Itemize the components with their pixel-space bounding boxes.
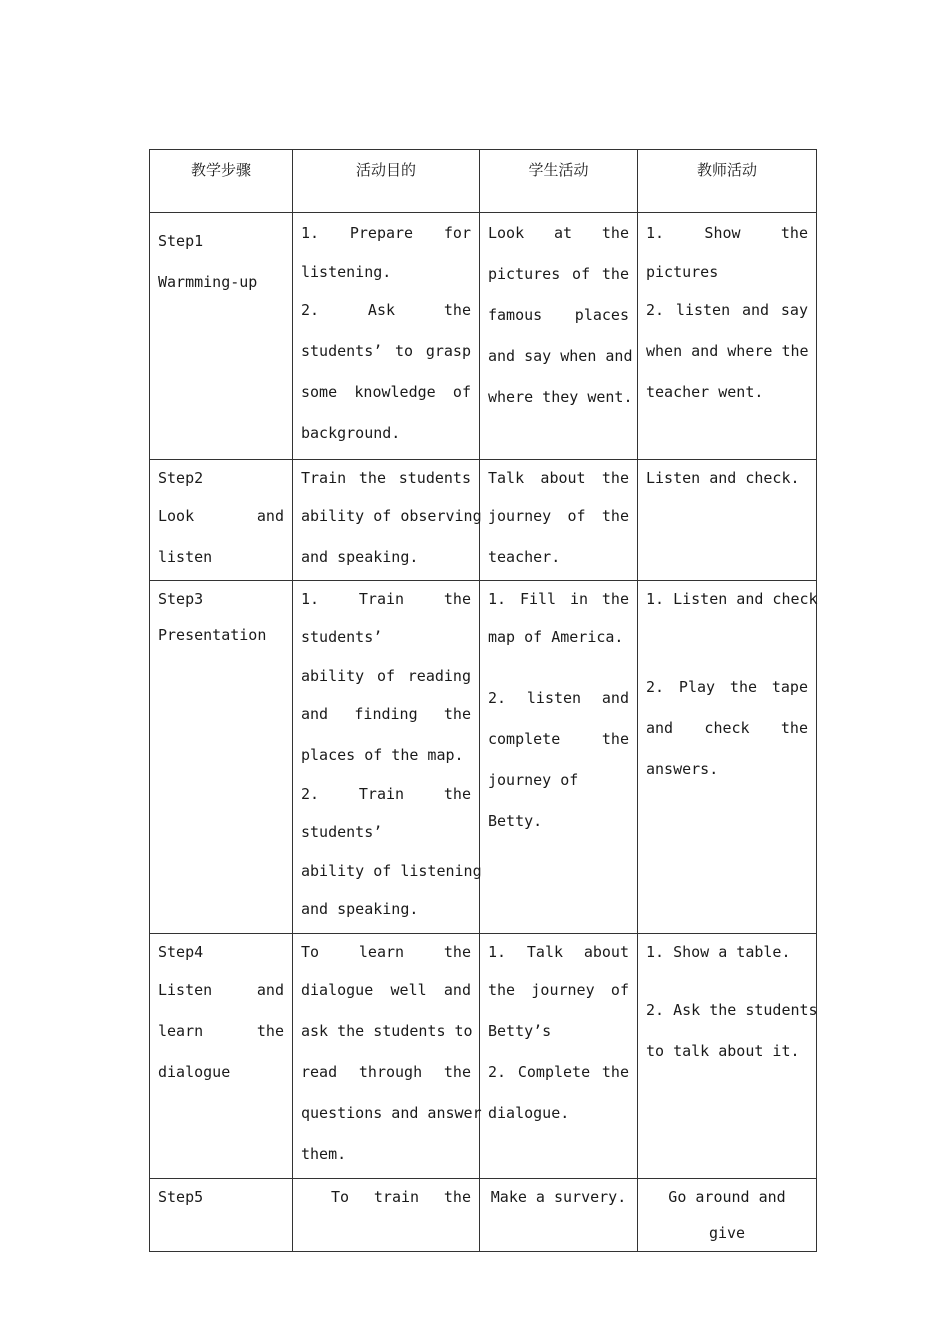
teacher-line: to talk about it.: [646, 1042, 800, 1060]
step-line: Warmming-up: [158, 273, 258, 291]
purpose-line: questions and answer: [301, 1104, 482, 1122]
purpose-cell: [293, 934, 480, 1179]
teacher-line: teacher went.: [646, 383, 764, 401]
teacher-cell: [638, 460, 817, 581]
purpose-line: students’ to grasp: [301, 342, 471, 360]
step-line: Step5: [158, 1188, 204, 1206]
student-line: Talk about the: [488, 469, 629, 487]
purpose-line: 1. Prepare for: [301, 224, 471, 242]
header-activity-purpose: 活动目的: [293, 150, 480, 213]
teacher-cell: [638, 581, 817, 934]
purpose-line: 2. Train the: [301, 785, 471, 803]
table-row-step4: [150, 934, 817, 1179]
student-line: journey of: [488, 771, 579, 789]
header-student-activity: 学生活动: [480, 150, 638, 213]
student-line: teacher.: [488, 548, 561, 566]
student-cell: [480, 1179, 638, 1252]
purpose-line: 2. Ask the: [301, 301, 471, 319]
step-line: Step1: [158, 232, 204, 250]
purpose-line: and speaking.: [301, 548, 419, 566]
student-line: Betty.: [488, 812, 543, 830]
table-row-step1: [150, 213, 817, 460]
teacher-line: 2. listen and say: [646, 301, 808, 319]
purpose-line: students’: [301, 628, 383, 646]
spacer: [488, 658, 629, 678]
purpose-line: ability of observing: [301, 507, 482, 525]
purpose-line: and speaking.: [301, 900, 419, 918]
teacher-cell: [638, 1179, 817, 1252]
purpose-cell: [293, 1179, 480, 1252]
table-row-step3: [150, 581, 817, 934]
student-line: journey of the: [488, 507, 629, 525]
teacher-line: and check the: [646, 719, 808, 737]
purpose-line: ability of reading: [301, 667, 471, 685]
student-cell: [480, 460, 638, 581]
purpose-cell: [293, 581, 480, 934]
student-cell: [480, 934, 638, 1179]
teacher-line: 1. Show a table.: [646, 943, 791, 961]
purpose-line: Train the students: [301, 469, 471, 487]
purpose-line: ability of listening: [301, 862, 482, 880]
teacher-line: Go around and give: [668, 1188, 786, 1242]
student-line: 1. Talk about: [488, 943, 629, 961]
teacher-line: when and where the: [646, 342, 809, 360]
student-line: 2. listen and: [488, 689, 629, 707]
step-cell: [150, 1179, 293, 1252]
student-line: map of America.: [488, 628, 624, 646]
teacher-line: pictures: [646, 263, 719, 281]
step-cell: [150, 934, 293, 1179]
table-header-row: [150, 150, 817, 213]
purpose-line: some knowledge of: [301, 383, 471, 401]
header-teaching-step: 教学步骤: [150, 150, 293, 213]
teacher-line: 1. Listen and check: [646, 590, 818, 608]
step-line: Presentation: [158, 626, 267, 644]
purpose-line: To learn the: [301, 943, 471, 961]
step-line: Step4: [158, 943, 204, 961]
purpose-cell: [293, 460, 480, 581]
step-line: dialogue: [158, 1063, 231, 1081]
purpose-line: 1. Train the: [301, 590, 471, 608]
student-cell: [480, 213, 638, 460]
purpose-line: dialogue well and: [301, 981, 471, 999]
step-cell: [150, 460, 293, 581]
spacer: [646, 617, 808, 667]
lesson-plan-table: [149, 149, 817, 1252]
step-cell: [150, 213, 293, 460]
purpose-line: students’: [301, 823, 383, 841]
purpose-line: listening.: [301, 263, 392, 281]
table-row-step5: [150, 1179, 817, 1252]
teacher-cell: [638, 213, 817, 460]
step-line: learn the: [158, 1022, 284, 1040]
header-teacher-activity: 教师活动: [638, 150, 817, 213]
student-line: 1. Fill in the: [488, 590, 629, 608]
step-line: Look and: [158, 507, 284, 525]
student-line: where they went.: [488, 388, 633, 406]
student-line: famous places: [488, 306, 629, 324]
spacer: [646, 970, 808, 990]
purpose-line: background.: [301, 424, 401, 442]
student-line: the journey of: [488, 981, 629, 999]
table-row-step2: [150, 460, 817, 581]
step-line: Step2: [158, 469, 204, 487]
purpose-line: them.: [301, 1145, 347, 1163]
purpose-line: places of the map.: [301, 746, 464, 764]
student-line: pictures of the: [488, 265, 629, 283]
student-line: Betty’s: [488, 1022, 552, 1040]
student-line: Make a survery.: [490, 1188, 627, 1206]
purpose-line: To train the: [331, 1188, 471, 1206]
teacher-cell: [638, 934, 817, 1179]
student-cell: [480, 581, 638, 934]
teacher-line: 1. Show the: [646, 224, 808, 242]
step-line: Step3: [158, 590, 204, 608]
student-line: 2. Complete the: [488, 1063, 629, 1081]
purpose-cell: [293, 213, 480, 460]
student-line: Look at the: [488, 224, 629, 242]
student-line: complete the: [488, 730, 629, 748]
teacher-line: answers.: [646, 760, 719, 778]
purpose-line: read through the: [301, 1063, 471, 1081]
step-line: Listen and: [158, 981, 284, 999]
step-cell: [150, 581, 293, 934]
student-line: and say when and: [488, 347, 633, 365]
step-line: listen: [158, 548, 213, 566]
purpose-line: ask the students to: [301, 1022, 473, 1040]
purpose-line: and finding the: [301, 705, 471, 723]
teacher-line: Listen and check.: [646, 469, 800, 487]
teacher-line: 2. Ask the students: [646, 1001, 818, 1019]
teacher-line: 2. Play the tape: [646, 678, 808, 696]
student-line: dialogue.: [488, 1104, 570, 1122]
